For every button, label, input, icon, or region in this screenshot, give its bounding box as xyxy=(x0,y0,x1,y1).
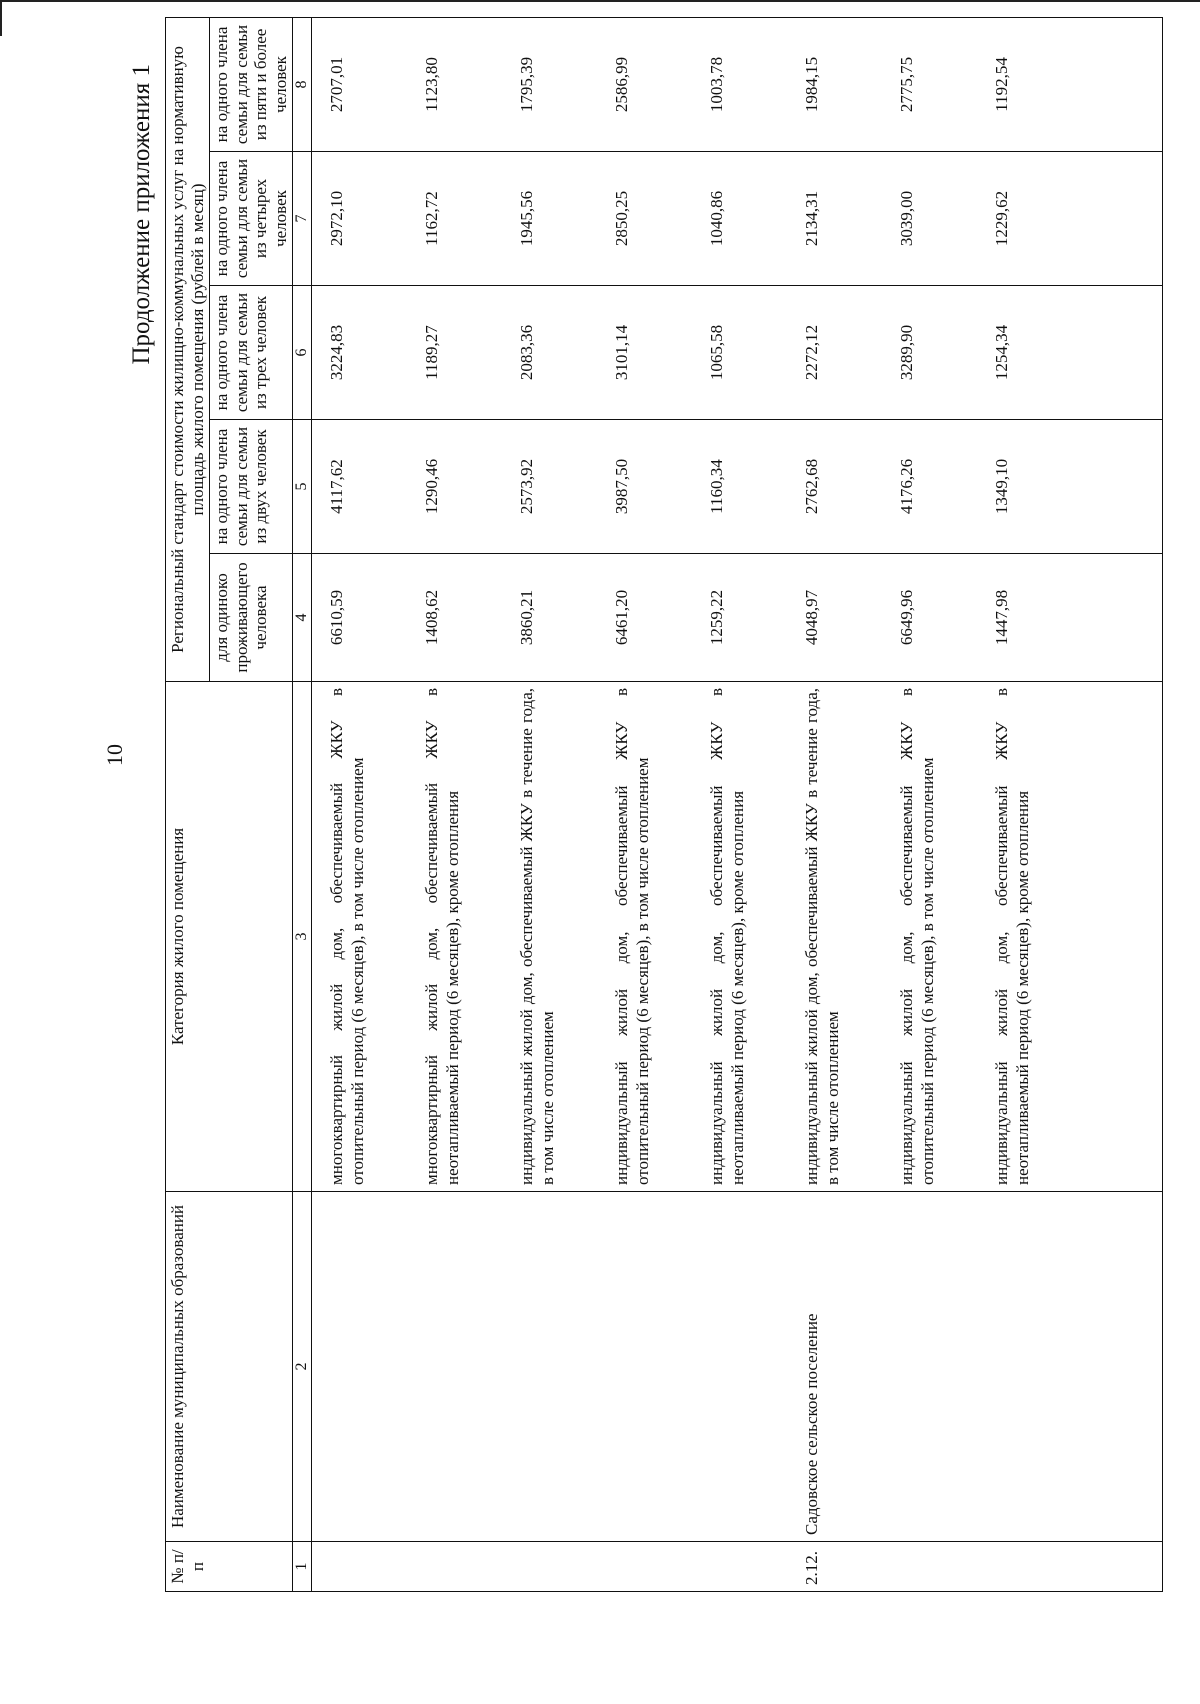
header-no: № п/п xyxy=(166,1542,293,1592)
municipality-name xyxy=(692,1192,787,1542)
row-number xyxy=(407,1542,502,1592)
housing-category: индивидуальный жилой дом, обеспечиваемый ЖКУ в отопительный период (6 месяцев), в том числе отоплением xyxy=(597,682,692,1192)
value-two: 3987,50 xyxy=(597,420,692,554)
municipality-name xyxy=(407,1192,502,1542)
value-four: 2850,25 xyxy=(597,152,692,286)
table-row xyxy=(407,17,502,1591)
row-number xyxy=(312,1542,408,1592)
page-number: 10 xyxy=(102,744,127,766)
row-number xyxy=(597,1542,692,1592)
value-five-plus: 2707,01 xyxy=(312,17,408,151)
value-single: 1447,98 xyxy=(977,554,1163,682)
value-single: 4048,97 xyxy=(787,554,882,682)
municipality-name xyxy=(502,1192,597,1542)
value-three: 3101,14 xyxy=(597,286,692,420)
column-number: 8 xyxy=(293,17,312,151)
table-row xyxy=(977,17,1163,1591)
table-row xyxy=(312,17,408,1591)
column-number: 3 xyxy=(293,682,312,1192)
value-five-plus: 2775,75 xyxy=(882,17,977,151)
housing-category: индивидуальный жилой дом, обеспечиваемый ЖКУ в течение года, в том числе отоплением xyxy=(502,682,597,1192)
row-number xyxy=(692,1542,787,1592)
value-four: 2972,10 xyxy=(312,152,408,286)
value-three: 3289,90 xyxy=(882,286,977,420)
table-row xyxy=(882,17,977,1591)
value-five-plus: 1984,15 xyxy=(787,17,882,151)
value-two: 4176,26 xyxy=(882,420,977,554)
value-two: 1290,46 xyxy=(407,420,502,554)
value-two: 1349,10 xyxy=(977,420,1163,554)
value-four: 1229,62 xyxy=(977,152,1163,286)
header-four: на одного члена семьи для семьи из четырех человек xyxy=(210,152,293,286)
housing-category: многоквартирный жилой дом, обеспечиваемый ЖКУ в отопительный период (6 месяцев), в том числе отоплением xyxy=(312,682,408,1192)
municipality-name xyxy=(597,1192,692,1542)
value-single: 6610,59 xyxy=(312,554,408,682)
header-three: на одного члена семьи для семьи из трех человек xyxy=(210,286,293,420)
value-four: 1945,56 xyxy=(502,152,597,286)
value-five-plus: 1795,39 xyxy=(502,17,597,151)
value-single: 6461,20 xyxy=(597,554,692,682)
value-single: 3860,21 xyxy=(502,554,597,682)
table-row xyxy=(787,17,882,1591)
value-three: 1254,34 xyxy=(977,286,1163,420)
value-three: 2083,36 xyxy=(502,286,597,420)
tariff-table xyxy=(165,17,1163,1592)
value-two: 2762,68 xyxy=(787,420,882,554)
value-single: 6649,96 xyxy=(882,554,977,682)
value-four: 1162,72 xyxy=(407,152,502,286)
housing-category: многоквартирный жилой дом, обеспечиваемый ЖКУ в неотапливаемый период (6 месяцев), кроме отопления xyxy=(407,682,502,1192)
header-two: на одного члена семьи для семьи из двух человек xyxy=(210,420,293,554)
value-five-plus: 1003,78 xyxy=(692,17,787,151)
table-row xyxy=(597,17,692,1591)
continuation-caption: Продолжение приложения 1 xyxy=(128,64,155,365)
column-number: 1 xyxy=(293,1542,312,1592)
municipality-name: Садовское сельское поселение xyxy=(787,1192,882,1542)
table-row xyxy=(692,17,787,1591)
header-category: Категория жилого помещения xyxy=(166,682,293,1192)
header-municipality: Наименование муниципальных образований xyxy=(166,1192,293,1542)
value-four: 3039,00 xyxy=(882,152,977,286)
header-regional-standard: Региональный стандарт стоимости жилищно-коммунальных услуг на нормативную площадь жилого помещения (рублей в месяц) xyxy=(166,17,210,681)
value-five-plus: 2586,99 xyxy=(597,17,692,151)
row-number: 2.12. xyxy=(787,1542,882,1592)
value-four: 2134,31 xyxy=(787,152,882,286)
value-three: 2272,12 xyxy=(787,286,882,420)
municipality-name xyxy=(977,1192,1163,1542)
housing-category: индивидуальный жилой дом, обеспечиваемый ЖКУ в неотапливаемый период (6 месяцев), кроме отопления xyxy=(977,682,1163,1192)
column-number: 7 xyxy=(293,152,312,286)
column-number: 2 xyxy=(293,1192,312,1542)
municipality-name xyxy=(312,1192,408,1542)
value-three: 1189,27 xyxy=(407,286,502,420)
row-number xyxy=(502,1542,597,1592)
value-single: 1259,22 xyxy=(692,554,787,682)
value-two: 2573,92 xyxy=(502,420,597,554)
row-number xyxy=(977,1542,1163,1592)
column-number: 4 xyxy=(293,554,312,682)
row-number xyxy=(882,1542,977,1592)
housing-category: индивидуальный жилой дом, обеспечиваемый ЖКУ в неотапливаемый период (6 месяцев), кроме отопления xyxy=(692,682,787,1192)
column-number: 5 xyxy=(293,420,312,554)
value-five-plus: 1123,80 xyxy=(407,17,502,151)
value-three: 3224,83 xyxy=(312,286,408,420)
header-single: для одиноко проживающего человека xyxy=(210,554,293,682)
column-number: 6 xyxy=(293,286,312,420)
table-row xyxy=(502,17,597,1591)
header-five-plus: на одного члена семьи для семьи из пяти и более человек xyxy=(210,17,293,151)
value-two: 4117,62 xyxy=(312,420,408,554)
value-two: 1160,34 xyxy=(692,420,787,554)
housing-category: индивидуальный жилой дом, обеспечиваемый ЖКУ в течение года, в том числе отоплением xyxy=(787,682,882,1192)
value-four: 1040,86 xyxy=(692,152,787,286)
value-five-plus: 1192,54 xyxy=(977,17,1163,151)
municipality-name xyxy=(882,1192,977,1542)
housing-category: индивидуальный жилой дом, обеспечиваемый ЖКУ в отопительный период (6 месяцев), в том числе отоплением xyxy=(882,682,977,1192)
value-single: 1408,62 xyxy=(407,554,502,682)
value-three: 1065,58 xyxy=(692,286,787,420)
